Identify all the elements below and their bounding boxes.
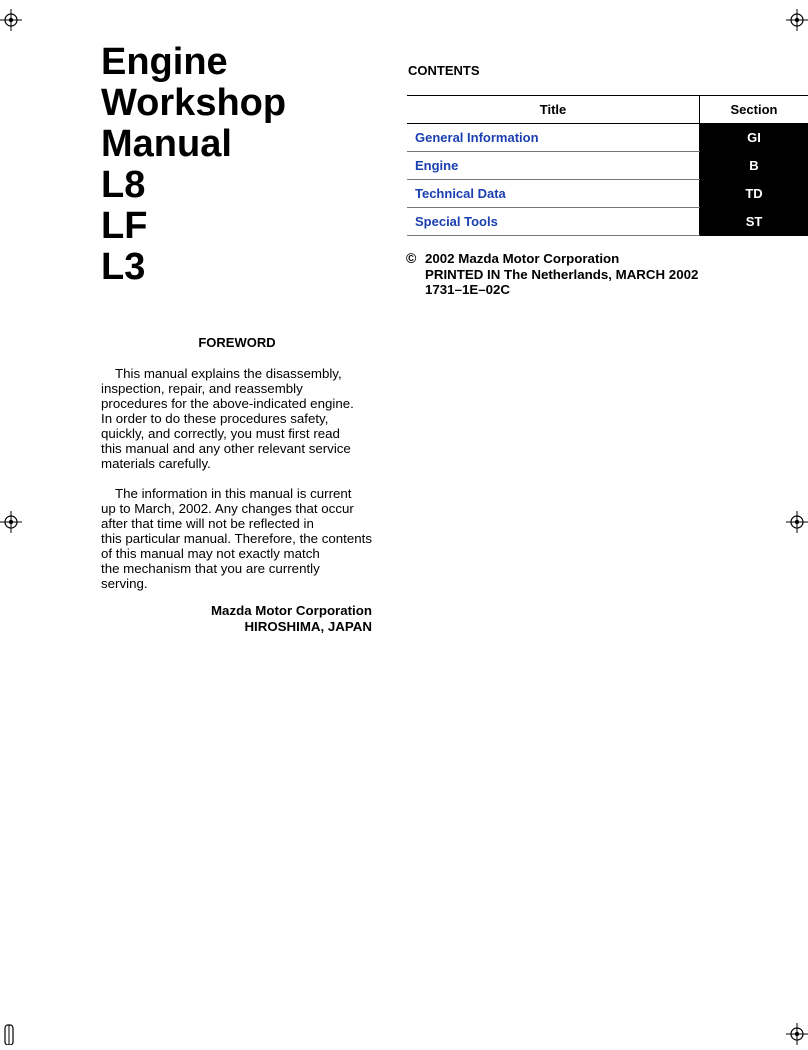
contents-table [407, 95, 808, 236]
registration-mark-icon [0, 511, 22, 533]
signature-company: Mazda Motor Corporation [100, 603, 372, 619]
text-line: serving. [87, 576, 376, 591]
table-row [407, 152, 808, 180]
text-line: this manual and any other relevant service [87, 441, 376, 456]
title-line: Manual [101, 124, 286, 165]
manual-title [101, 42, 286, 288]
page-edge-mark-icon [4, 1023, 14, 1045]
text-line: quickly, and correctly, you must first read [87, 426, 376, 441]
foreword-heading: FOREWORD [102, 335, 372, 350]
registration-mark-icon [786, 9, 808, 31]
table-row [407, 124, 808, 152]
text-line: procedures for the above-indicated engine. [87, 396, 376, 411]
copyright-line: 2002 Mazda Motor Corporation [425, 251, 698, 267]
foreword-body [101, 366, 376, 606]
contents-link-technical-data[interactable]: Technical Data [407, 180, 700, 208]
text-line: In order to do these procedures safety, [87, 411, 376, 426]
title-line: L3 [101, 247, 286, 288]
contents-link-special-tools[interactable]: Special Tools [407, 208, 700, 236]
table-row [407, 208, 808, 236]
registration-mark-icon [786, 1023, 808, 1045]
text-line: the mechanism that you are currently [87, 561, 376, 576]
title-line: Workshop [101, 83, 286, 124]
text-line: of this manual may not exactly match [87, 546, 376, 561]
section-tab-st[interactable]: ST [700, 208, 808, 236]
printed-line: PRINTED IN The Netherlands, MARCH 2002 [425, 267, 698, 283]
signature-location: HIROSHIMA, JAPAN [100, 619, 372, 635]
column-header-section: Section [700, 96, 808, 124]
contents-heading: CONTENTS [408, 63, 480, 78]
contents-link-general-information[interactable]: General Information [407, 124, 700, 152]
title-line: LF [101, 206, 286, 247]
signature-block [100, 603, 372, 635]
copyright-icon: © [406, 251, 416, 267]
table-header-row [407, 96, 808, 124]
text-line: This manual explains the disassembly, [101, 366, 376, 381]
foreword-paragraph [101, 486, 376, 591]
copyright-block [406, 251, 698, 298]
section-tab-td[interactable]: TD [700, 180, 808, 208]
text-line: The information in this manual is current [101, 486, 376, 501]
contents-link-engine[interactable]: Engine [407, 152, 700, 180]
section-tab-b[interactable]: B [700, 152, 808, 180]
table-row [407, 180, 808, 208]
text-line: this particular manual. Therefore, the contents [87, 531, 376, 546]
document-code: 1731–1E–02C [425, 282, 698, 298]
text-line: after that time will not be reflected in [87, 516, 376, 531]
title-line: L8 [101, 165, 286, 206]
text-line: inspection, repair, and reassembly [87, 381, 376, 396]
text-line: up to March, 2002. Any changes that occur [87, 501, 376, 516]
column-header-title: Title [407, 96, 700, 124]
foreword-paragraph [101, 366, 376, 471]
section-tab-gi[interactable]: GI [700, 124, 808, 152]
registration-mark-icon [786, 511, 808, 533]
text-line: materials carefully. [87, 456, 376, 471]
title-line: Engine [101, 42, 286, 83]
registration-mark-icon [0, 9, 22, 31]
